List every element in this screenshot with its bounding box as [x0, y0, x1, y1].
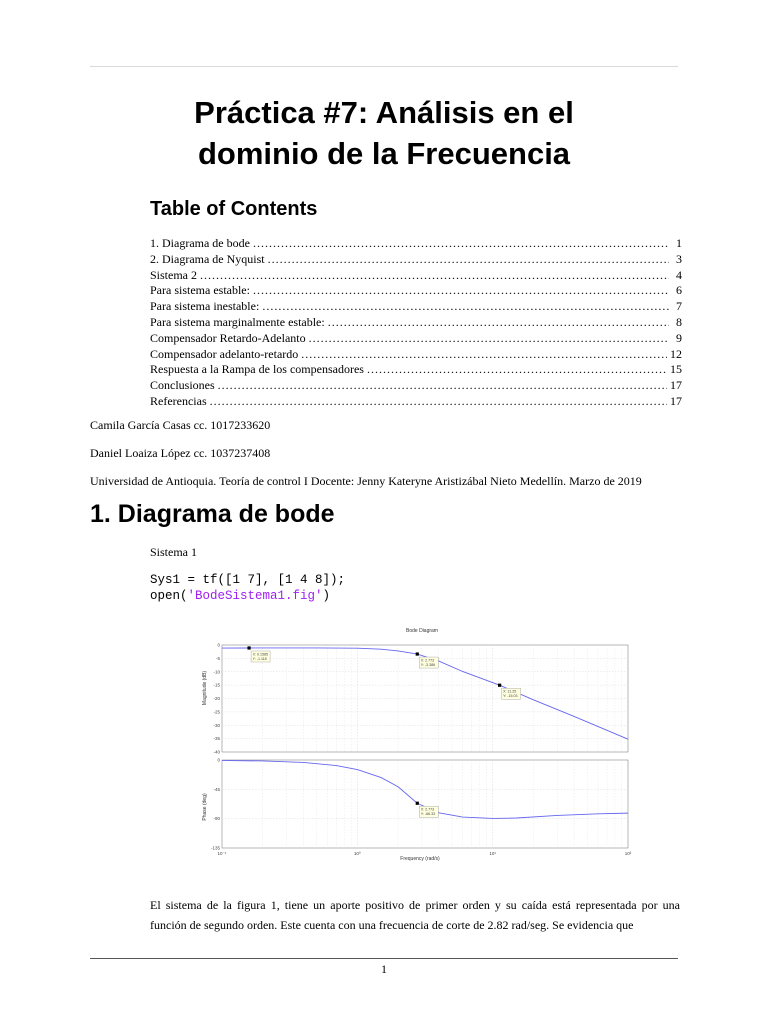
toc-entry-page: 8 — [676, 314, 682, 329]
magnitude-tick-label: -20 — [213, 696, 220, 701]
toc-entry[interactable] — [150, 378, 682, 394]
toc-leader-dots — [210, 394, 667, 410]
datatip-y-label: Y: -3.386 — [420, 663, 436, 668]
author-1: Camila García Casas cc. 1017233620 — [90, 418, 271, 432]
figure-phase-ylabel: Phase (deg) — [202, 793, 208, 821]
magnitude-tick-label: 0 — [217, 642, 220, 648]
code-line-1: Sys1 = tf([1 7], [1 4 8]); — [150, 573, 346, 587]
phase-axes-box — [222, 760, 628, 848]
x-tick-label: 10² — [624, 851, 632, 856]
magnitude-tick-label: -10 — [213, 669, 220, 675]
toc-entry[interactable] — [150, 236, 682, 252]
author-2: Daniel Loaiza López cc. 1037237408 — [90, 446, 271, 460]
datatip-x-label: X: 0.1585 — [252, 652, 268, 657]
magnitude-tick-label: -5 — [215, 655, 220, 661]
toc-entry[interactable] — [150, 347, 682, 363]
toc-entry-label: Para sistema estable: — [150, 283, 250, 298]
toc-entry[interactable] — [150, 362, 682, 378]
toc-entry-page: 9 — [676, 330, 682, 345]
toc-entry-page: 17 — [670, 393, 682, 408]
toc-leader-dots — [262, 299, 669, 315]
datatip-x-label: X: 2.773 — [420, 807, 435, 812]
toc-leader-dots — [367, 362, 667, 378]
toc-entry[interactable] — [150, 331, 682, 347]
phase-tick-label: -45 — [213, 786, 220, 792]
code-block — [150, 572, 345, 604]
toc-leader-dots — [268, 252, 669, 268]
bottom-rule — [90, 958, 678, 959]
datatip-y-label: Y: -1.118 — [252, 656, 267, 661]
section-heading: 1. Diagrama de bode — [90, 500, 335, 528]
code-line-2-string: 'BodeSistema1.fig' — [187, 589, 323, 603]
magnitude-tick-label: -15 — [213, 682, 220, 688]
x-tick-label: 10⁰ — [353, 851, 361, 856]
figure-mag-ylabel: Magnitude (dB) — [202, 670, 208, 706]
toc-leader-dots — [200, 268, 669, 284]
top-rule — [90, 66, 678, 67]
bode-diagram-figure — [150, 620, 640, 865]
toc-leader-dots — [253, 236, 669, 252]
toc-entry-label: Compensador adelanto-retardo — [150, 346, 299, 361]
toc-entry-page: 3 — [676, 251, 682, 266]
toc-entry-label: Para sistema inestable: — [150, 299, 260, 314]
toc-leader-dots — [218, 378, 667, 394]
code-line-2-suffix: ) — [322, 589, 331, 603]
x-tick-label: 10¹ — [489, 851, 496, 856]
toc-leader-dots — [328, 315, 669, 331]
phase-tick-label: -135 — [210, 845, 220, 851]
toc-entry-label: Referencias — [150, 393, 207, 408]
toc-entry[interactable] — [150, 394, 682, 410]
toc-entry-label: 1. Diagrama de bode — [150, 236, 250, 250]
toc-entry[interactable] — [150, 268, 682, 284]
toc-entry-label: Compensador Retardo-Adelanto — [150, 330, 306, 345]
toc-entry-label: Respuesta a la Rampa de los compensadores — [150, 362, 364, 377]
page-number: 1 — [381, 962, 387, 976]
x-tick-label: 10⁻¹ — [217, 851, 227, 856]
toc-entry-label: Conclusiones — [150, 378, 215, 393]
body-paragraph: El sistema de la figura 1, tiene un aporte positivo de primer orden y su caída está representada por una función de segundo orden. Este cuenta con una frecuencia de corte de 2.82 rad/seg. Se evidencia que — [150, 898, 680, 932]
datatip-marker — [498, 684, 501, 687]
toc-entry-label: 2. Diagrama de Nyquist — [150, 251, 265, 266]
toc-entry-page: 4 — [676, 267, 682, 282]
toc-entry-page: 6 — [676, 283, 682, 298]
phase-tick-label: 0 — [217, 757, 220, 763]
affiliation: Universidad de Antioquia. Teoría de control I Docente: Jenny Kateryne Aristizábal Nieto Medellín. Marzo de 2019 — [90, 474, 642, 488]
toc-entry[interactable] — [150, 315, 682, 331]
datatip-y-label: Y: -66.33 — [420, 812, 436, 817]
datatip-marker — [416, 652, 419, 655]
datatip-marker — [247, 646, 250, 649]
toc-leader-dots — [301, 347, 667, 363]
phase-tick-label: -90 — [213, 816, 220, 822]
toc-entry-page: 15 — [670, 362, 682, 377]
magnitude-tick-label: -25 — [213, 709, 220, 715]
toc-entry-page: 12 — [670, 346, 682, 361]
toc-entry[interactable] — [150, 299, 682, 315]
toc-leader-dots — [309, 331, 669, 347]
figure-xlabel: Frequency (rad/s) — [400, 856, 440, 862]
figure-title: Bode Diagram — [406, 628, 438, 634]
magnitude-tick-label: -35 — [213, 736, 220, 742]
datatip-x-label: X: 2.773 — [420, 658, 435, 663]
toc-entry-label: Sistema 2 — [150, 267, 197, 282]
toc-entry-page: 1 — [676, 236, 682, 250]
toc-entry[interactable] — [150, 283, 682, 299]
datatip-x-label: X: 11.25 — [503, 689, 517, 694]
magnitude-tick-label: -40 — [213, 749, 220, 755]
datatip-marker — [416, 802, 419, 805]
document-title: Práctica #7: Análisis en el dominio de la Frecuencia — [194, 95, 574, 171]
table-of-contents — [150, 236, 682, 410]
toc-entry-label: Para sistema marginalmente estable: — [150, 314, 325, 329]
toc-heading: Table of Contents — [150, 198, 318, 220]
magnitude-tick-label: -30 — [213, 722, 220, 728]
toc-leader-dots — [253, 283, 669, 299]
section-subtitle: Sistema 1 — [150, 545, 197, 559]
toc-entry[interactable] — [150, 252, 682, 268]
toc-entry-page: 7 — [676, 299, 682, 314]
datatip-y-label: Y: -15.03 — [503, 694, 518, 699]
toc-entry-page: 17 — [670, 378, 682, 393]
code-line-2-prefix: open( — [150, 589, 188, 603]
